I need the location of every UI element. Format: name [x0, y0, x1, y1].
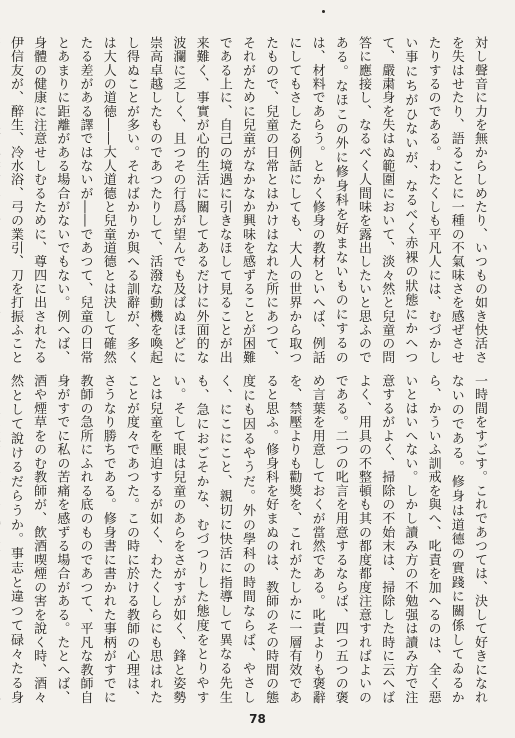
- body-text-lower: 一時間をすごす。これであつては、決して好きになれないのである。修身は道德の實踐に關係してゐるから、かういふ訓戒を與へ、叱責を加へるのは、全く惡いとはいへない。しかし讀み方の不勉强は讀み方で注意するがよく、掃除の不始末は、掃除した時に云へばよく、用具の不整頓も其の都度都度注意すればよいのである。二つの叱言を用意するならば、四つ五つの褒め言葉を用意しておくが當然である。叱責よりも褒辭を、禁壓よりも勸獎を、これがたしかに一層有效であると思ふ。修身科を好まぬのは、教師のその時間の態度にも因るやうだ。外の學科の時間ならば、やさしく、にこにこと、親切に快活に指導して異なる先生も、急におごそかな、むづつりした態度をとりやすい。そして眼は兒童のあらをさがすが如く、鋒と姿勢とは兒童を壓迫するが如く、わたくしらにも思はれたことが度々であつた。この時に於ける教師の心理は、さうなり勝ちである。修身書に書かれた事柄がすでに教師の急所にふれる底のものであつて、平凡な教師自身がすでに私の苦痛を感ずる場合がある。たとへば、酒や煙草をのむ教師が、飲酒喫煙の害を說く時、酒々然として說けるだらうか。事志と違つて碌々たる身: [7, 374, 487, 704]
- body-text-upper: 対し聲音に力を無からしめたり、いつもの如き快活さを失はせたり、語ることに一種の不氣味さを感ぜさせたりするのである。わたくしも平凡人には、むづかしい事にちがひないが、なるべく赤裸の狀態にかへつて、嚴粛身を失はぬ範圍において、淡々然と兒童の問答に應接し、なるべく人間味を露出したいと思ふのである。なほこの外に修身科を好まないものにするのは、材料であらう。とかく修身の教材といへば、例話にしてもさしたる例話にしても、大人の世界から取つたもので、兒童の日常とはかけはなれた所にあつて、それがために兒童がなかなか興味を感ずることが困難である上に、自己の境遇に引きなほして見ることが出来難く、事實が心的生活に關してあるだけに外面的な波瀾に乏しく、且つその行爲が望んでも及ばぬほどに崇高卓越したものであつたりして、活潑な動機を喚起し得ぬことが多い。そればかりか與へる訓辭が、多くは大人の道徳――大人道德と兒童道德とは決して確然たる差がある譯ではないが――であつて、兒童の日常とあまりに距離がある場合がないでもない。例へば、身體の健康に注意せしむるために、尊四に出されたる伊信友が、醉生、冷水浴、弓の業引、刀を打振ふこと: [7, 36, 487, 364]
- body-text-upper-section: [7, 36, 491, 364]
- body-text-lower-section: [7, 374, 491, 704]
- ink-speck: [322, 10, 325, 13]
- page-number: 78: [249, 712, 266, 726]
